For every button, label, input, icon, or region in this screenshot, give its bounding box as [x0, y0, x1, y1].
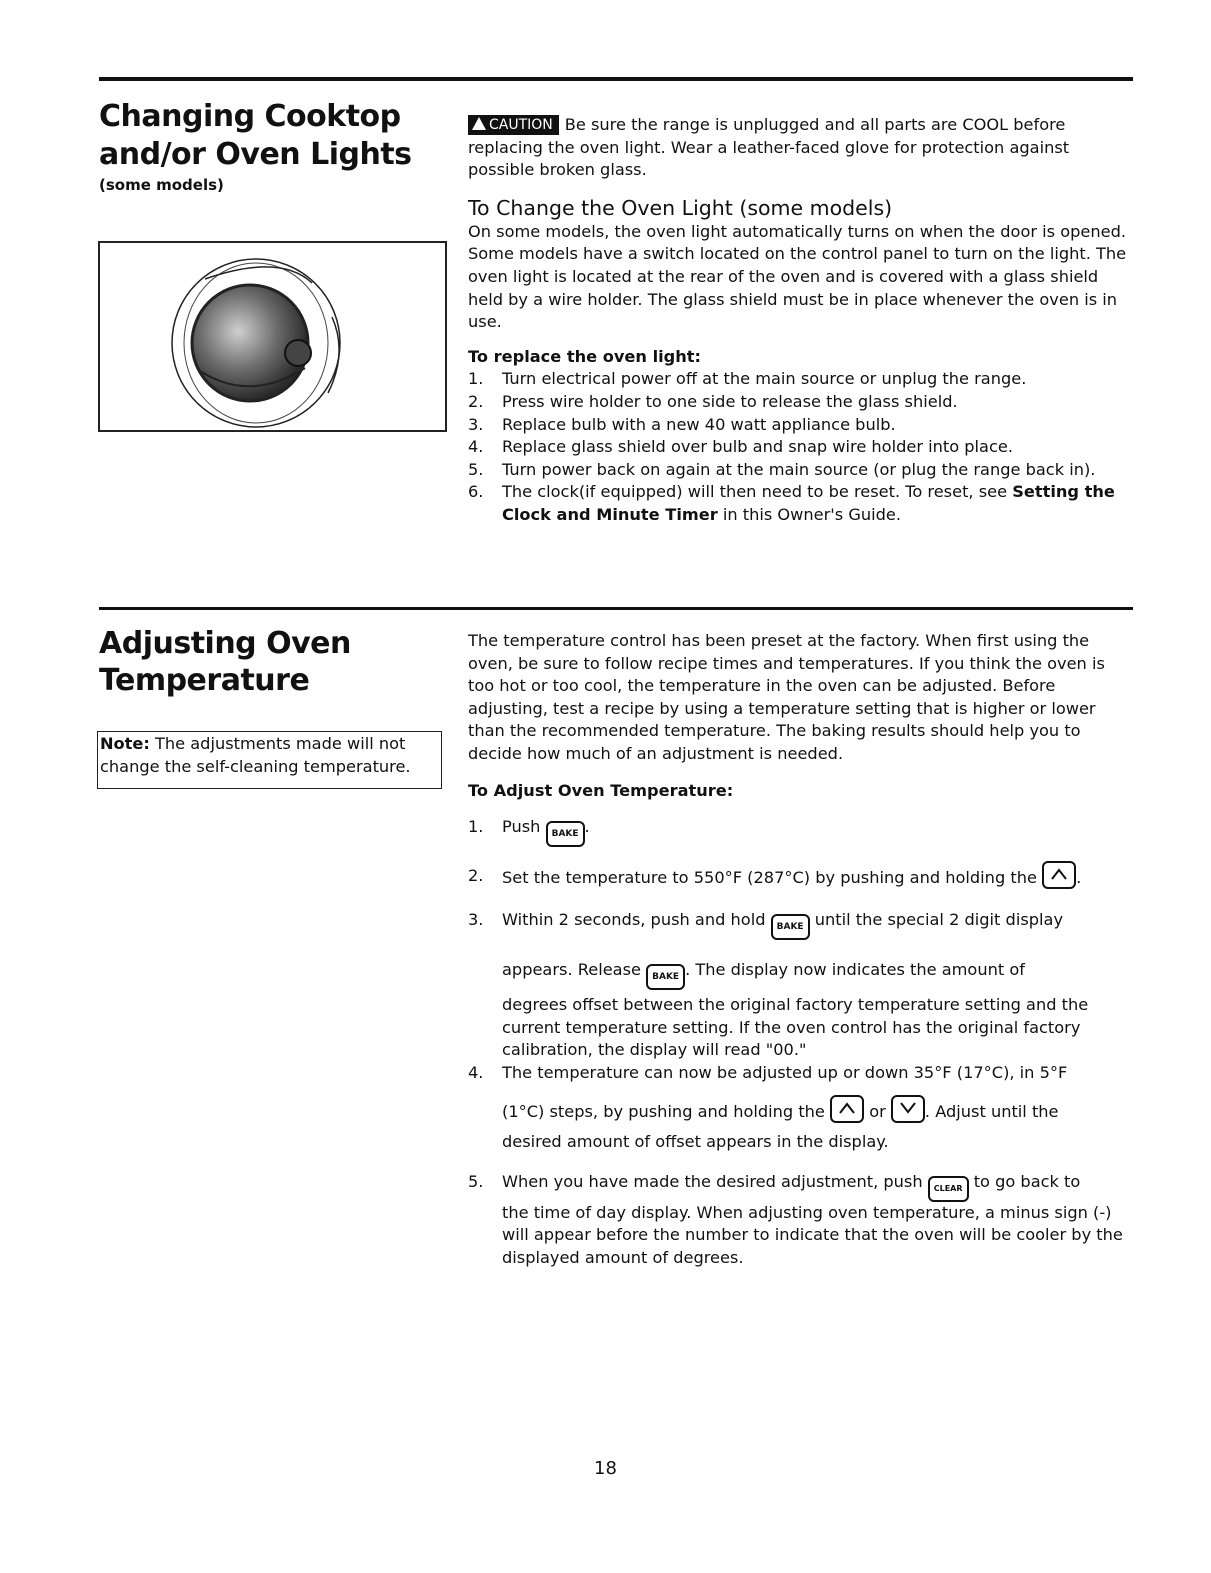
- list-item: [468, 481, 1133, 526]
- step-detail: degrees offset between the original factory temperature setting and the current temperature setting. If the oven control has the original factory calibration, the display will read "00.": [502, 995, 1089, 1060]
- adjust-steps-heading: To Adjust Oven Temperature:: [468, 780, 734, 800]
- step-text: or: [864, 1101, 891, 1121]
- step-text: until the special 2 digit display: [809, 910, 1064, 930]
- temperature-intro: The temperature control has been preset at the factory. When first using the oven, be sure to follow recipe times and temperatures. If you think the oven is too hot or too cool, the temperature in the oven can be adjusted. Before adjusting, test a recipe by using a temperature setting that is higher or lower than the recommended temperature. The baking results should help you to decide how much of an adjustment is needed.: [468, 631, 1105, 763]
- list-item: [468, 905, 1133, 1062]
- step-number: 5.: [468, 1171, 484, 1191]
- step-text-end: .: [1076, 868, 1082, 888]
- replace-steps-heading: To replace the oven light:: [468, 346, 701, 366]
- section1-title-line2: and/or Oven Lights: [99, 137, 412, 172]
- down-arrow-key-icon: [891, 1095, 925, 1123]
- section2-title-line1: Adjusting Oven: [99, 626, 351, 661]
- step-text: Turn electrical power off at the main source or unplug the range.: [502, 369, 1027, 389]
- step-number: 3.: [468, 910, 484, 930]
- replace-steps-list: [468, 368, 1133, 526]
- caution-badge: [468, 115, 559, 135]
- step-text: The clock(if equipped) will then need to be reset. To reset, see: [502, 482, 1013, 502]
- step-text: Push: [502, 817, 546, 837]
- step-number: 4.: [468, 437, 484, 457]
- section1-content: [468, 114, 1133, 527]
- step-text: (1°C) steps, by pushing and holding the: [502, 1101, 831, 1121]
- oven-light-bulb-icon: [100, 243, 445, 430]
- step-text: . The display now indicates the amount of: [685, 960, 1025, 980]
- step-continuation: [502, 1095, 1133, 1127]
- up-arrow-key-icon: [830, 1095, 864, 1123]
- step-number: 1.: [468, 369, 484, 389]
- bake-key-icon: BAKE: [546, 821, 585, 847]
- step-text: Replace glass shield over bulb and snap wire holder into place.: [502, 437, 1013, 457]
- step-text: Within 2 seconds, push and hold: [502, 910, 771, 930]
- list-item: [468, 861, 1133, 893]
- list-item: [468, 459, 1133, 482]
- step-reference: Setting the Clock and Minute Timer: [502, 482, 1115, 524]
- step-number: 2.: [468, 866, 484, 886]
- step-text: Set the temperature to 550°F (287°C) by pushing and holding the: [502, 868, 1043, 888]
- section1-title-line1: Changing Cooktop: [99, 99, 401, 134]
- section2-title-line2: Temperature: [99, 663, 310, 698]
- clear-key-icon: CLEAR: [928, 1176, 969, 1202]
- list-item: [468, 812, 1133, 847]
- list-item: [468, 1167, 1133, 1270]
- step-text: . Adjust until the: [924, 1101, 1059, 1121]
- step-first-line: [502, 1167, 1133, 1202]
- step-text: The temperature can now be adjusted up or down 35°F (17°C), in 5°F: [502, 1062, 1068, 1082]
- step-text-end: .: [584, 817, 590, 837]
- bake-key-icon: BAKE: [646, 964, 685, 990]
- adjust-steps-list: [468, 812, 1133, 1269]
- step-number: 1.: [468, 817, 484, 837]
- list-item: [468, 414, 1133, 437]
- caution-text: Be sure the range is unplugged and all parts are COOL before replacing the oven light. Wear a leather-faced glove for protection against possible broken glass.: [468, 115, 1070, 180]
- step-text: appears. Release: [502, 960, 647, 980]
- step-number: 6.: [468, 482, 484, 502]
- step-text: Press wire holder to one side to release the glass shield.: [502, 391, 958, 411]
- up-arrow-key-icon: [1042, 861, 1076, 889]
- warning-icon: [472, 117, 486, 130]
- step-continuation: [502, 955, 1133, 990]
- step-number: 4.: [468, 1062, 484, 1082]
- note-label: Note:: [100, 734, 150, 753]
- step-number: 3.: [468, 414, 484, 434]
- note-text: The adjustments made will not change the self-cleaning temperature.: [100, 734, 411, 776]
- middle-rule: [99, 607, 1133, 610]
- list-item: [468, 368, 1133, 391]
- caution-paragraph: [468, 114, 1133, 182]
- oven-light-intro: On some models, the oven light automatically turns on when the door is opened. Some models have a switch located on the control panel to turn on the light. The oven light is located at the rear of the oven and is covered with a glass shield held by a wire holder. The glass shield must be in place whenever the oven is in use.: [468, 221, 1127, 332]
- step-number: 5.: [468, 459, 484, 479]
- step-text-end: in this Owner's Guide.: [717, 504, 901, 524]
- top-rule: [99, 77, 1133, 81]
- step-text-end: desired amount of offset appears in the display.: [502, 1131, 889, 1151]
- step-text: When you have made the desired adjustment, push: [502, 1171, 928, 1191]
- bake-key-icon: BAKE: [771, 914, 810, 940]
- note-box: [97, 731, 442, 789]
- page-number: 18: [594, 1458, 617, 1479]
- oven-light-subheading: To Change the Oven Light (some models): [468, 195, 893, 220]
- step-text: Replace bulb with a new 40 watt appliance bulb.: [502, 414, 896, 434]
- step-detail: the time of day display. When adjusting oven temperature, a minus sign (-) will appear before the number to indicate that the oven will be cooler by the displayed amount of degrees.: [502, 1202, 1123, 1267]
- oven-light-illustration: [98, 241, 447, 432]
- step-number: 2.: [468, 391, 484, 411]
- section1-subtitle: (some models): [99, 176, 224, 194]
- caution-label: CAUTION: [489, 117, 553, 133]
- list-item: [468, 391, 1133, 414]
- step-text: Turn power back on again at the main source (or plug the range back in).: [502, 459, 1096, 479]
- list-item: [468, 436, 1133, 459]
- step-text: to go back to: [968, 1171, 1081, 1191]
- section2-content: [468, 630, 1133, 1269]
- list-item: [468, 1062, 1133, 1157]
